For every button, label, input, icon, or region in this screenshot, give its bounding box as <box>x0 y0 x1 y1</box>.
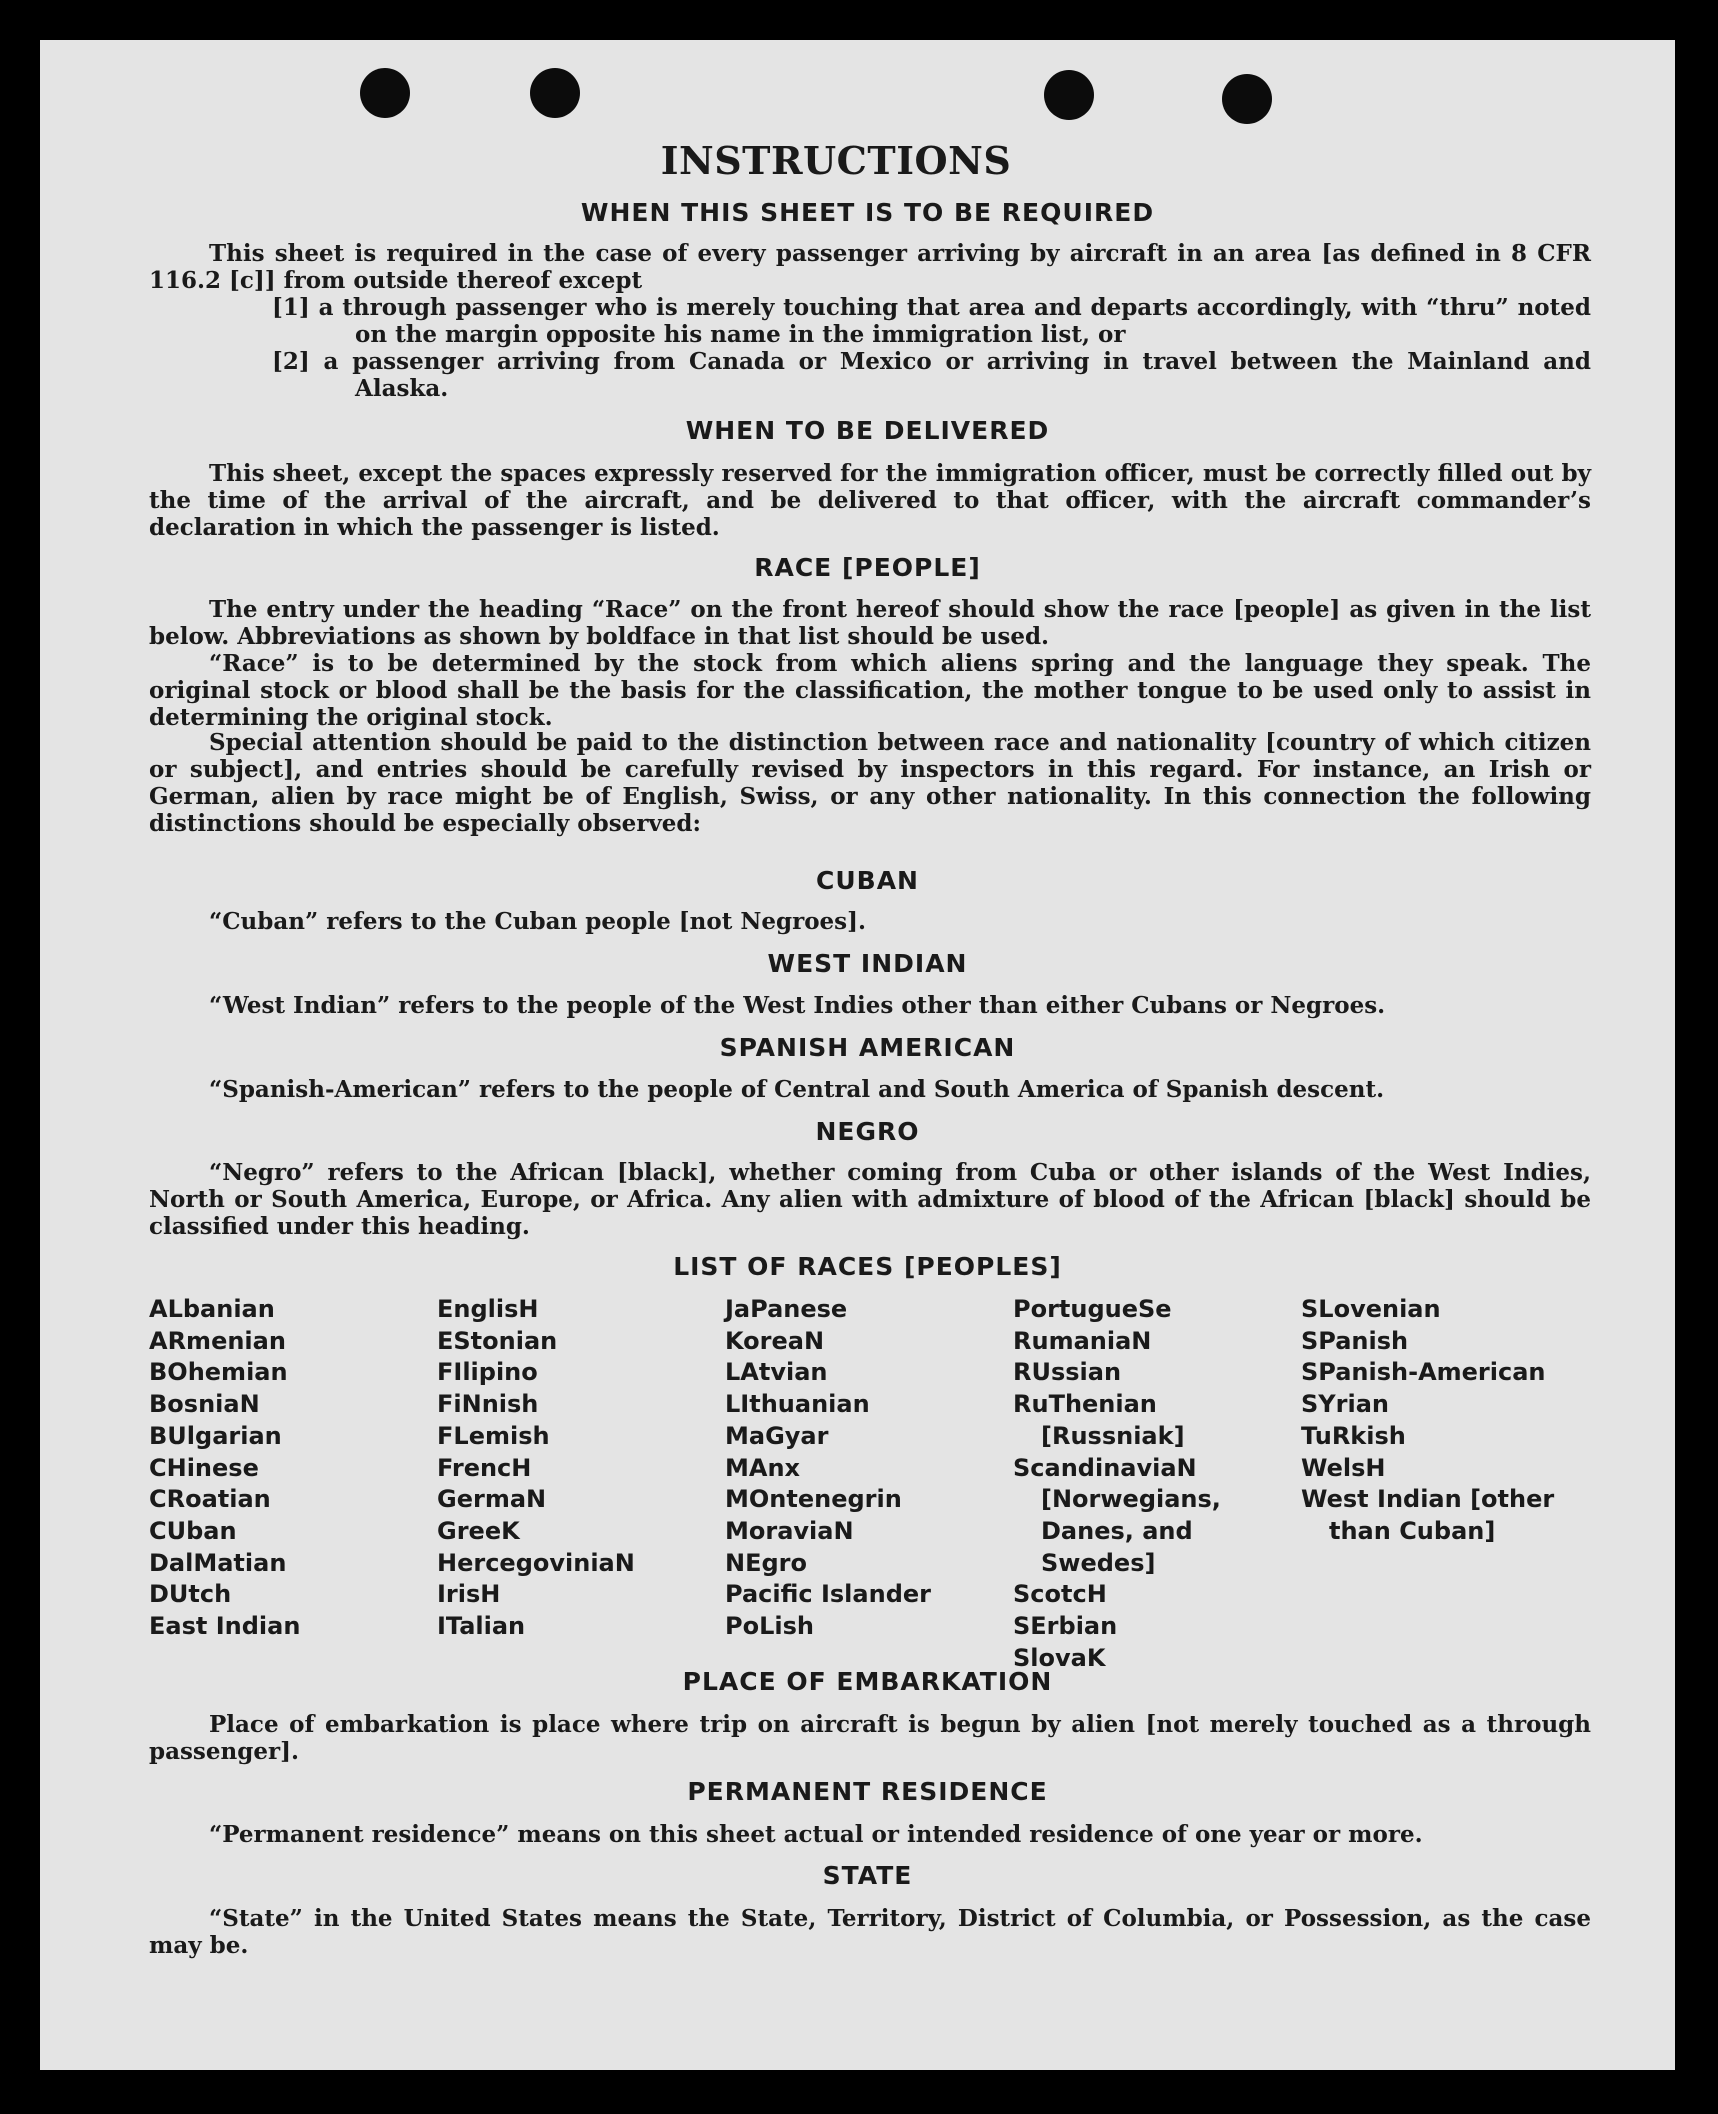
race-entry: ITalian <box>437 1612 526 1641</box>
race-entry: BOhemian <box>149 1358 288 1387</box>
race-entry: East Indian <box>149 1612 301 1641</box>
race-entry: CUban <box>149 1516 237 1545</box>
west-indian-text: “West Indian” refers to the people of the West Indies other than either Cubans or Negroes. <box>209 992 1386 1019</box>
section-heading-race: RACE [PEOPLE] <box>754 553 981 582</box>
section-heading-west-indian: WEST INDIAN <box>767 949 968 978</box>
race-entry: IrisH <box>437 1580 501 1609</box>
race-entry: BUlgarian <box>149 1421 282 1450</box>
race-entry: ScandinaviaN [Norwegians, Danes, and Swedes] <box>1013 1453 1221 1577</box>
race-paragraph-1: The entry under the heading “Race” on the front hereof should show the race [people] as given in the list below. Abbreviations as shown by boldface in that list should be used. <box>149 596 1591 650</box>
section-heading-embarkation: PLACE OF EMBARKATION <box>682 1667 1053 1696</box>
section-heading-negro: NEGRO <box>815 1117 920 1146</box>
race-entry: ARmenian <box>149 1326 286 1355</box>
punch-hole <box>530 68 580 118</box>
race-column <box>149 1294 437 1674</box>
punch-hole <box>1044 70 1094 120</box>
race-entry: Pacific Islander <box>725 1580 931 1609</box>
section-heading-delivered: WHEN TO BE DELIVERED <box>685 416 1050 445</box>
race-entry: GermaN <box>437 1485 547 1514</box>
race-entry: JaPanese <box>725 1295 848 1323</box>
negro-text: “Negro” refers to the African [black], whether coming from Cuba or other islands of the West Indies, North or South America, Europe, or Africa. Any alien with admixture of blood of the African [black] should be classified under this heading. <box>149 1159 1591 1240</box>
race-entry: CHinese <box>149 1453 259 1482</box>
race-entry: LAtvian <box>725 1358 828 1387</box>
race-entry: MAnx <box>725 1453 801 1482</box>
race-entry: NEgro <box>725 1548 807 1577</box>
race-entry: SPanish-American <box>1301 1358 1546 1387</box>
race-entry: RumaniaN <box>1013 1326 1152 1355</box>
race-entry: MOntenegrin <box>725 1485 902 1514</box>
race-entry: DalMatian <box>149 1548 287 1577</box>
race-entry: RuThenian [Russniak] <box>1013 1390 1185 1450</box>
race-entry: SLovenian <box>1301 1295 1441 1323</box>
race-column <box>1013 1294 1301 1674</box>
exception-item-1: [1] a through passenger who is merely touching that area and departs accordingly, with “thru” noted on the margin opposite his name in the immigration list, or <box>272 294 1591 348</box>
exception-item-2: [2] a passenger arriving from Canada or Mexico or arriving in travel between the Mainland and Alaska. <box>272 348 1591 402</box>
race-entry: KoreaN <box>725 1326 825 1355</box>
section-heading-cuban: CUBAN <box>816 866 919 895</box>
punch-hole <box>1222 74 1272 124</box>
section-heading-spanish-american: SPANISH AMERICAN <box>719 1033 1016 1062</box>
race-entry: West Indian [other than Cuban] <box>1301 1485 1555 1545</box>
punch-hole <box>360 68 410 118</box>
race-entry: SYrian <box>1301 1390 1390 1419</box>
race-paragraph-3: Special attention should be paid to the distinction between race and nationality [country of which citizen or subject], and entries should be carefully revised by inspectors in this regard. For instance, an Irish or German, alien by race might be of English, Swiss, or any other nationality. In this connection the following distinctions should be especially observed: <box>149 729 1591 837</box>
page-title: INSTRUCTIONS <box>660 138 1012 183</box>
race-column <box>1301 1294 1589 1674</box>
race-column <box>437 1294 725 1674</box>
cuban-text: “Cuban” refers to the Cuban people [not Negroes]. <box>209 908 867 935</box>
race-entry: DUtch <box>149 1580 232 1609</box>
race-entry: ALbanian <box>149 1295 275 1323</box>
race-entry: FrencH <box>437 1453 532 1482</box>
spanish-american-text: “Spanish-American” refers to the people of Central and South America of Spanish descent. <box>209 1076 1385 1103</box>
race-entry: WelsH <box>1301 1453 1386 1482</box>
race-entry: HercegoviniaN <box>437 1548 635 1577</box>
race-entry: FiNnish <box>437 1390 539 1419</box>
race-entry: FLemish <box>437 1421 550 1450</box>
delivered-text: This sheet, except the spaces expressly reserved for the immigration officer, must be correctly filled out by the time of the arrival of the aircraft, and be delivered to that officer, with the aircraft commander’s declaration in which the passenger is listed. <box>149 460 1591 541</box>
embarkation-text: Place of embarkation is place where trip on aircraft is begun by alien [not merely touched as a through passenger]. <box>149 1711 1591 1765</box>
race-paragraph-2: “Race” is to be determined by the stock from which aliens spring and the language they speak. The original stock or blood shall be the basis for the classification, the mother tongue to be used only to assist in determining the original stock. <box>149 650 1591 731</box>
race-entry: RUssian <box>1013 1358 1122 1387</box>
race-entry: TuRkish <box>1301 1421 1406 1450</box>
required-intro: This sheet is required in the case of every passenger arriving by aircraft in an area [as defined in 8 CFR 116.2 [c]] from outside thereof except <box>149 240 1591 294</box>
section-heading-races: LIST OF RACES [PEOPLES] <box>673 1252 1062 1281</box>
race-entry: PortugueSe <box>1013 1295 1172 1323</box>
race-entry: ScotcH <box>1013 1580 1107 1609</box>
race-entry: SErbian <box>1013 1612 1118 1641</box>
race-entry: SPanish <box>1301 1326 1409 1355</box>
state-text: “State” in the United States means the State, Territory, District of Columbia, or Possession, as the case may be. <box>149 1905 1591 1959</box>
race-entry: EStonian <box>437 1326 558 1355</box>
race-entry: MoraviaN <box>725 1516 854 1545</box>
race-entry: GreeK <box>437 1516 520 1545</box>
race-entry: CRoatian <box>149 1485 271 1514</box>
race-entry: EnglisH <box>437 1295 539 1323</box>
race-entry: SlovaK <box>1013 1643 1106 1672</box>
race-entry: LIthuanian <box>725 1390 870 1419</box>
race-list <box>149 1294 1589 1674</box>
race-column <box>725 1294 1013 1674</box>
race-entry: MaGyar <box>725 1421 829 1450</box>
race-entry: BosniaN <box>149 1390 260 1419</box>
section-heading-residence: PERMANENT RESIDENCE <box>687 1777 1048 1806</box>
section-heading-required: WHEN THIS SHEET IS TO BE REQUIRED <box>580 198 1155 227</box>
race-entry: FIlipino <box>437 1358 538 1387</box>
race-entry: PoLish <box>725 1612 814 1641</box>
section-heading-state: STATE <box>822 1861 913 1890</box>
residence-text: “Permanent residence” means on this sheet actual or intended residence of one year or more. <box>209 1821 1423 1848</box>
